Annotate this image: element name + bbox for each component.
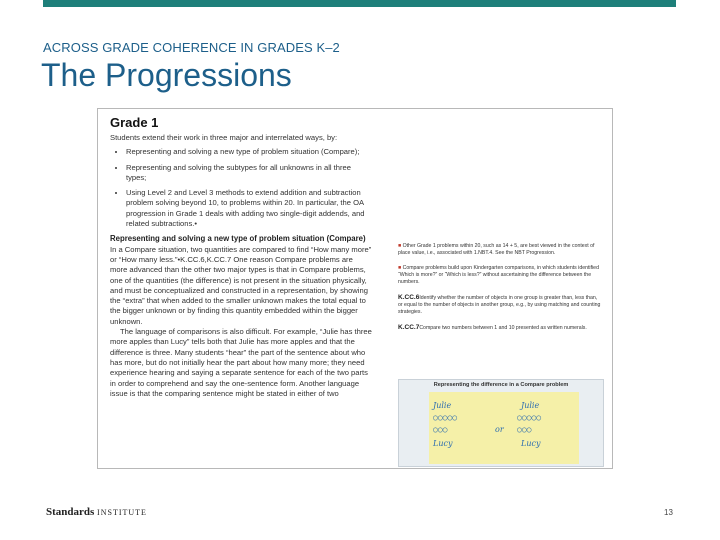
- sticky-note-background: [429, 392, 579, 464]
- lucy-dots-left: ○○○: [433, 425, 448, 434]
- section-heading: Representing and solving a new type of problem situation (Compare): [110, 234, 366, 244]
- page-number: 13: [664, 508, 673, 517]
- standard-note: K.CC.6Identify whether the number of objects in one group is greater than, less than, or equal to the number of objects in another group, e.g., by using matching and counting strategies.: [398, 294, 601, 315]
- grade-heading: Grade 1: [110, 115, 159, 130]
- list-item: • Representing and solving the subtypes for all unknowns in all three types;: [126, 163, 372, 184]
- slide-title: The Progressions: [41, 57, 292, 93]
- julie-label-right: Julie: [521, 401, 540, 410]
- intro-text: Students extend their work in three major and interrelated ways, by:: [110, 133, 338, 142]
- figure-caption: Representing the difference in a Compare problem: [433, 382, 569, 388]
- handwritten-compare-drawing: [429, 392, 579, 464]
- standards-institute-logo: Standards INSTITUTE: [46, 506, 147, 518]
- standard-note: K.CC.7Compare two numbers between 1 and 10 presented as written numerals.: [398, 324, 587, 331]
- main-column: [110, 133, 372, 399]
- top-accent-bar: [43, 0, 676, 7]
- side-note: ■ Other Grade 1 problems within 20, such as 14 + 5, are best viewed in the context of place value, i.e., associated with 1.NBT.4. See the NBT Progression.: [398, 243, 595, 256]
- margin-notes: [398, 243, 602, 340]
- compare-figure: [398, 379, 604, 467]
- julie-dots-right: ○○○○○: [517, 413, 542, 422]
- julie-dots-left: ○○○○○: [433, 413, 458, 422]
- note-bullet-icon: ■: [398, 265, 403, 271]
- lucy-dots-right: ○○○: [517, 425, 532, 434]
- paragraph: In a Compare situation, two quantities are compared to find “How many more” or “How many less.”•K.CC.6,K.CC.7 One reason Compare problems are more advanced than the other two major types is that in Compare problems, one of the quantities (the difference) is not present in the situation physically, and must be conceptualized and constructed in a representation, by showing the “extra” that when added to the smaller unknown makes the total equal to the bigger unknown or by finding this quantity embedded within the bigger unknown.: [110, 244, 372, 326]
- list-item: • Representing and solving a new type of problem situation (Compare);: [126, 147, 372, 157]
- side-note: ■ Compare problems build upon Kindergarten comparisons, in which students identified “Which is more?” or “Which is less?” without ascertaining the difference between the numbers.: [398, 265, 599, 285]
- note-bullet-icon: ■: [398, 243, 403, 249]
- or-label: or: [495, 425, 504, 434]
- lucy-label-left: Lucy: [433, 439, 453, 448]
- list-item: • Using Level 2 and Level 3 methods to extend addition and subtraction problem solving beyond 10, to problems within 20. In particular, the OA progression in Grade 1 deals with adding two single-digit addends, and related subtractions.•: [126, 188, 372, 229]
- paragraph: The language of comparisons is also difficult. For example, “Julie has three more apples than Lucy” tells both that Julie has more apples and that the difference is three. Many students “hear” the part of the sentence about who has more, but do not initially hear the part about how many more; they need experience hearing and saying a separate sentence for each of the two parts in order to comprehend and say the one-sentence form. Another language issue is that the comparing sentence might be stated in either of two: [110, 327, 372, 398]
- lucy-label-right: Lucy: [521, 439, 541, 448]
- julie-label-left: Julie: [433, 401, 452, 410]
- document-excerpt: [97, 108, 613, 469]
- slide-subtitle: ACROSS GRADE COHERENCE IN GRADES K–2: [43, 40, 340, 55]
- bullet-list: [110, 147, 372, 229]
